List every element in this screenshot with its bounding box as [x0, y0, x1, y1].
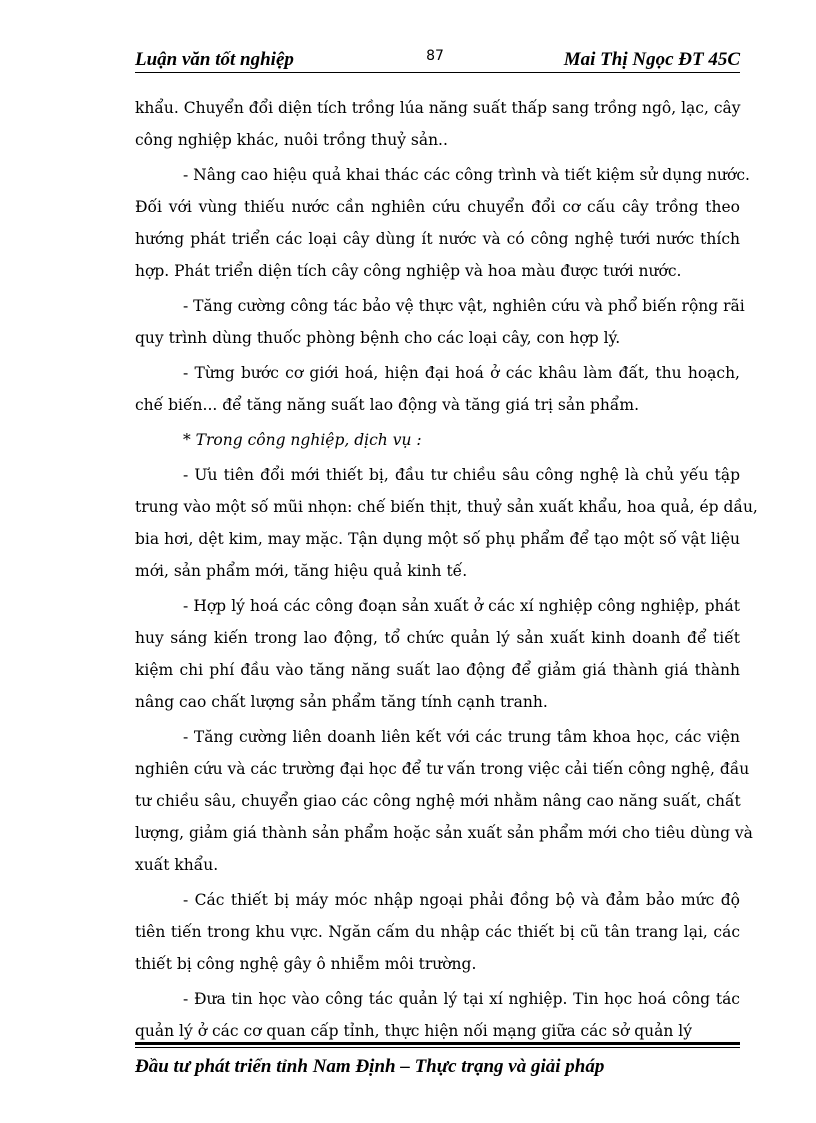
text-line: mới, sản phẩm mới, tăng hiệu quả kinh tế.: [135, 562, 468, 580]
text-line: nghiên cứu và các trường đại học để tư vấn trong việc cải tiến công nghệ, đầu: [135, 760, 750, 778]
page-number: 87: [426, 48, 444, 64]
text-line: - Từng bước cơ giới hoá, hiện đại hoá ở các khâu làm đất, thu hoạch,: [183, 364, 740, 382]
text-line: - Ưu tiên đổi mới thiết bị, đầu tư chiều sâu công nghệ là chủ yếu tập: [183, 466, 740, 484]
text-line: - Nâng cao hiệu quả khai thác các công trình và tiết kiệm sử dụng nước.: [183, 166, 750, 184]
text-line: nâng cao chất lượng sản phẩm tăng tính cạnh tranh.: [135, 693, 548, 711]
text-line: xuất khẩu.: [135, 856, 219, 874]
section-heading: * Trong công nghiệp, dịch vụ :: [183, 431, 422, 449]
text-line: chế biến... để tăng năng suất lao động và tăng giá trị sản phẩm.: [135, 396, 640, 414]
text-line: - Tăng cường công tác bảo vệ thực vật, nghiên cứu và phổ biến rộng rãi: [183, 297, 745, 315]
text-line: tiên tiến trong khu vực. Ngăn cấm du nhập các thiết bị cũ tân trang lại, các: [135, 923, 740, 941]
header-thesis-label: Luận văn tốt nghiệp: [135, 49, 294, 70]
text-line: quản lý ở các cơ quan cấp tỉnh, thực hiện nối mạng giữa các sở quản lý: [135, 1022, 693, 1040]
text-line: bia hơi, dệt kim, may mặc. Tận dụng một số phụ phẩm để tạo một số vật liệu: [135, 530, 740, 548]
body-text: [135, 92, 758, 1047]
text-line: - Đưa tin học vào công tác quản lý tại xí nghiệp. Tin học hoá công tác: [183, 990, 740, 1008]
text-line: hướng phát triển các loại cây dùng ít nước và có công nghệ tưới nước thích: [135, 230, 740, 248]
text-line: khẩu. Chuyển đổi diện tích trồng lúa năng suất thấp sang trồng ngô, lạc, cây: [135, 99, 741, 117]
text-line: quy trình dùng thuốc phòng bệnh cho các loại cây, con hợp lý.: [135, 329, 621, 347]
text-line: huy sáng kiến trong lao động, tổ chức quản lý sản xuất kinh doanh để tiết: [135, 629, 740, 647]
text-line: - Hợp lý hoá các công đoạn sản xuất ở các xí nghiệp công nghiệp, phát: [183, 597, 740, 615]
text-line: lượng, giảm giá thành sản phẩm hoặc sản xuất sản phẩm mới cho tiêu dùng và: [135, 824, 753, 842]
page-footer: Đầu tư phát triển tỉnh Nam Định – Thực trạng và giải pháp: [135, 1056, 605, 1077]
text-line: - Các thiết bị máy móc nhập ngoại phải đồng bộ và đảm bảo mức độ: [183, 891, 740, 909]
text-line: công nghiệp khác, nuôi trồng thuỷ sản..: [135, 131, 448, 149]
text-line: - Tăng cường liên doanh liên kết với các trung tâm khoa học, các viện: [183, 728, 740, 746]
text-line: kiệm chi phí đầu vào tăng năng suất lao động để giảm giá thành giá thành: [135, 661, 740, 679]
text-line: tư chiều sâu, chuyển giao các công nghệ mới nhằm nâng cao năng suất, chất: [135, 792, 741, 810]
text-line: trung vào một số mũi nhọn: chế biến thịt, thuỷ sản xuất khẩu, hoa quả, ép dầu,: [135, 498, 758, 516]
text-line: Đối với vùng thiếu nước cần nghiên cứu chuyển đổi cơ cấu cây trồng theo: [135, 198, 740, 216]
header-rule: [135, 72, 740, 73]
header-author: Mai Thị Ngọc ĐT 45C: [563, 49, 740, 70]
footer-rule-thin: [135, 1047, 740, 1048]
page-header: [135, 46, 740, 72]
text-line: hợp. Phát triển diện tích cây công nghiệp và hoa màu được tưới nước.: [135, 262, 682, 280]
footer-rule-thick: [135, 1042, 740, 1045]
text-line: thiết bị công nghệ gây ô nhiễm môi trường.: [135, 955, 477, 973]
